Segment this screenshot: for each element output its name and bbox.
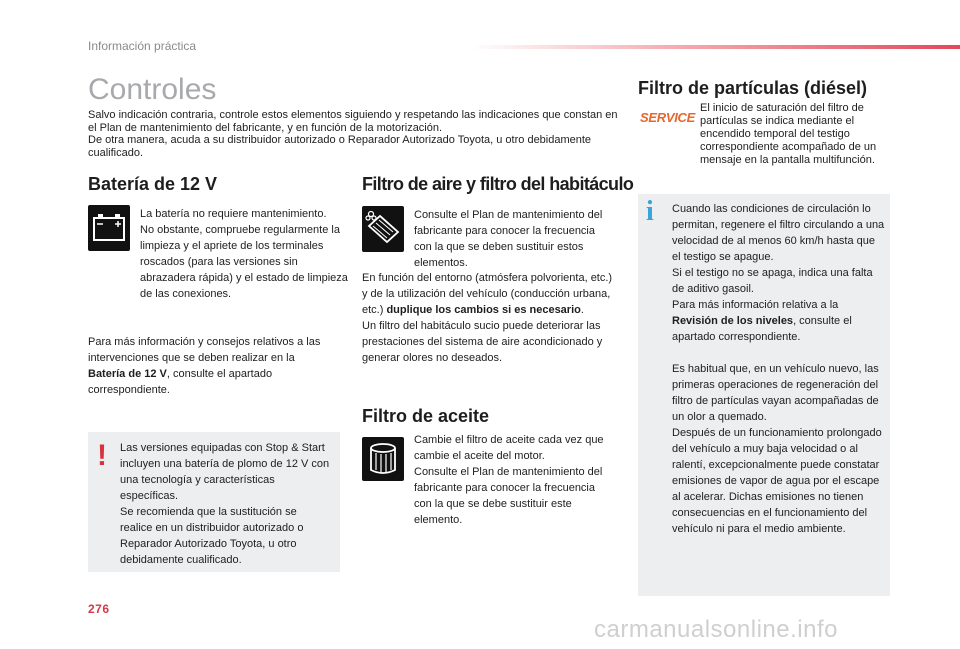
battery-heading: Batería de 12 V (88, 174, 218, 194)
air-filter-body (362, 270, 618, 366)
header-accent-line (470, 45, 960, 49)
battery-text: La batería no requiere mantenimiento. No obstante, compruebe regularmente la limpieza y el apriete de los terminales roscados (para las versiones sin abrazadera rápida) y el estado de limpieza de las conexiones. (140, 208, 348, 300)
watermark: carmanualsonline.info (594, 616, 838, 643)
info-icon: i (646, 196, 654, 227)
battery-more-pre: Para más información y consejos relativos a las intervenciones que se deben realizar en la (88, 336, 321, 364)
battery-more-info (88, 334, 328, 398)
section-label: Información práctica (88, 39, 197, 53)
air-filter-text: Consulte el Plan de mantenimiento del fabricante para conocer la frecuencia con la que se deben sustituir estos elementos. (414, 209, 603, 269)
service-label: SERVICE (640, 110, 695, 125)
particle-info-1 (672, 201, 886, 345)
page-number: 276 (88, 602, 110, 616)
page-title: Controles (88, 73, 217, 106)
particle-info-1-pre: Cuando las condiciones de circulación lo permitan, regenere el filtro circulando a una velocidad de al menos 60 km/h hasta que el testigo se apague. Si el testigo no se apaga, indica una falta de aditivo gasoil. Para más información relativa a la (672, 203, 885, 311)
battery-warning-box (88, 432, 340, 572)
particle-info-1-post: , consulte el apartado correspondiente. (672, 315, 852, 343)
particle-info-2: Es habitual que, en un vehículo nuevo, las primeras operaciones de regeneración del filtro de partículas vayan acompañadas de un olor a quemado. Después de un funcionamiento prolongado del vehículo a muy baja velocidad o al ralentí, excepcionalmente puede constatar emisiones de vapor de agua por el escape al acelerar. Dichas emisiones no tienen consecuencias en el funcionamiento del vehículo ni para el medio ambiente. (672, 363, 882, 535)
particle-info-1-bold: Revisión de los niveles (672, 315, 794, 327)
particle-info-box (638, 194, 890, 596)
battery-icon (88, 205, 130, 251)
particle-filter-text: El inicio de saturación del filtro de partículas se indica mediante el encendido temporal del testigo correspondiente acompañado de un mensaje en la pantalla multifunción. (700, 102, 877, 166)
oil-filter-icon (362, 437, 404, 481)
warning-icon: ! (97, 439, 107, 472)
particle-filter-heading: Filtro de partículas (diésel) (638, 78, 868, 98)
air-filter-body-bold: duplique los cambios si es necesario (386, 304, 581, 316)
air-filter-icon (362, 206, 404, 252)
intro-line-1: Salvo indicación contraria, controle estos elementos siguiendo y respetando las indicaciones que constan en el Plan de mantenimiento del fabricante, y en función de la motorización. (88, 109, 618, 134)
battery-more-post: , consulte el apartado correspondiente. (88, 368, 273, 396)
air-filter-body-pre: En función del entorno (atmósfera polvorienta, etc.) y de la utilización del vehículo (conducción urbana, etc.) (362, 272, 613, 316)
intro-text (88, 109, 618, 159)
battery-more-bold: Batería de 12 V (88, 368, 167, 380)
air-filter-body-post: . Un filtro del habitáculo sucio puede deteriorar las prestaciones del sistema de aire acondicionado y generar olores no deseados. (362, 304, 603, 364)
oil-filter-text: Cambie el filtro de aceite cada vez que cambie el aceite del motor. Consulte el Plan de mantenimiento del fabricante para conocer la frecuencia con la que se debe sustituir este elemento. (414, 434, 604, 526)
service-icon (640, 109, 695, 127)
oil-filter-heading: Filtro de aceite (362, 406, 490, 426)
battery-warning-text: Las versiones equipadas con Stop & Start incluyen una batería de plomo de 12 V con una tecnología y características específicas. Se recomienda que la sustitución se realice en un distribuidor autorizado o Reparador Autorizado Toyota, u otro debidamente cualificado. (120, 442, 330, 566)
air-filter-heading: Filtro de aire y filtro del habitáculo (362, 174, 634, 194)
intro-line-2: De otra manera, acuda a su distribuidor autorizado o Reparador Autorizado Toyota, u otro debidamente cualificado. (88, 134, 592, 159)
